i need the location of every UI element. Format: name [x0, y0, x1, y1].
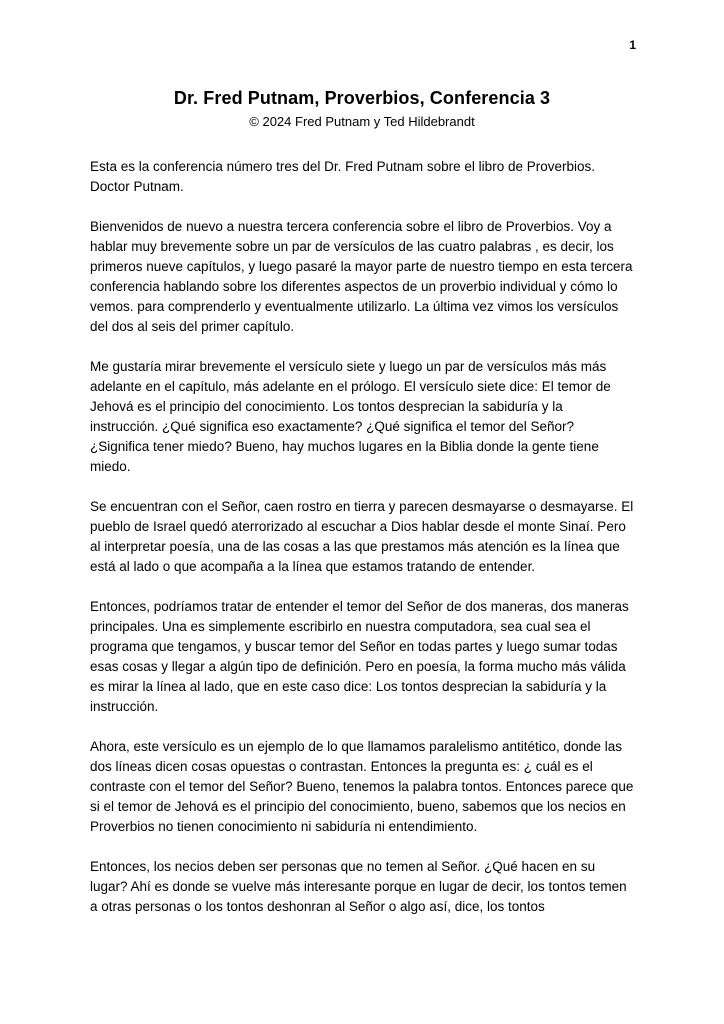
document-body — [90, 157, 634, 917]
copyright-line: © 2024 Fred Putnam y Ted Hildebrandt — [249, 114, 475, 129]
paragraph-antithetic-parallelism: Ahora, este versículo es un ejemplo de lo que llamamos paralelismo antitético, donde las dos líneas dicen cosas opuestas o contrastan. Entonces la pregunta es: ¿ cuál es el contraste con el temor del Señor? Bueno, tenemos la palabra tontos. Entonces parece que si el temor de Jehová es el principio del conocimiento, bueno, sabemos que los necios en Proverbios no tienen conocimiento ni sabiduría ni entendimiento. — [90, 739, 634, 834]
paragraph-fools: Entonces, los necios deben ser personas que no temen al Señor. ¿Qué hacen en su lugar? Ahí es donde se vuelve más interesante porque en lugar de decir, los tontos temen a otras personas o los tontos deshonran al Señor o algo así, dice, los tontos — [90, 859, 627, 914]
paragraph-verse-seven: Me gustaría mirar brevemente el versículo siete y luego un par de versículos más más adelante en el capítulo, más adelante en el prólogo. El versículo siete dice: El temor de Jehová es el principio del conocimiento. Los tontos desprecian la sabiduría y la instrucción. ¿Qué significa eso exactamente? ¿Qué significa el temor del Señor? ¿Significa tener miedo? Bueno, hay muchos lugares en la Biblia donde la gente tiene miedo. — [90, 359, 611, 474]
document-header — [0, 0, 724, 129]
paragraph-two-ways: Entonces, podríamos tratar de entender el temor del Señor de dos maneras, dos maneras principales. Una es simplemente escribirlo en nuestra computadora, sea cual sea el programa que tengamos, y buscar temor del Señor en todas partes y luego sumar todas esas cosas y llegar a algún tipo de definición. Pero en poesía, la forma mucho más válida es mirar la línea al lado, que en este caso dice: Los tontos desprecian la sabiduría y la instrucción. — [90, 599, 629, 714]
paragraph-welcome: Bienvenidos de nuevo a nuestra tercera conferencia sobre el libro de Proverbios. Voy a hablar muy brevemente sobre un par de versículos de las cuatro palabras , es decir, los primeros nueve capítulos, y luego pasaré la mayor parte de nuestro tiempo en esta tercera conferencia hablando sobre los diferentes aspectos de un proverbio individual y cómo lo vemos. para comprenderlo y eventualmente utilizarlo. La última vez vimos los versículos del dos al seis del primer capítulo. — [90, 219, 633, 334]
paragraph-encounter-lord: Se encuentran con el Señor, caen rostro en tierra y parecen desmayarse o desmayarse. El pueblo de Israel quedó aterrorizado al escuchar a Dios hablar desde el monte Sinaí. Pero al interpretar poesía, una de las cosas a las que prestamos más atención es la línea que está al lado o que acompaña a la línea que estamos tratando de entender. — [90, 499, 634, 574]
document-title: Dr. Fred Putnam, Proverbios, Conferencia 3 — [173, 88, 551, 108]
page-number: 1 — [629, 38, 636, 52]
paragraph-intro: Esta es la conferencia número tres del Dr. Fred Putnam sobre el libro de Proverbios. Doctor Putnam. — [90, 159, 595, 194]
